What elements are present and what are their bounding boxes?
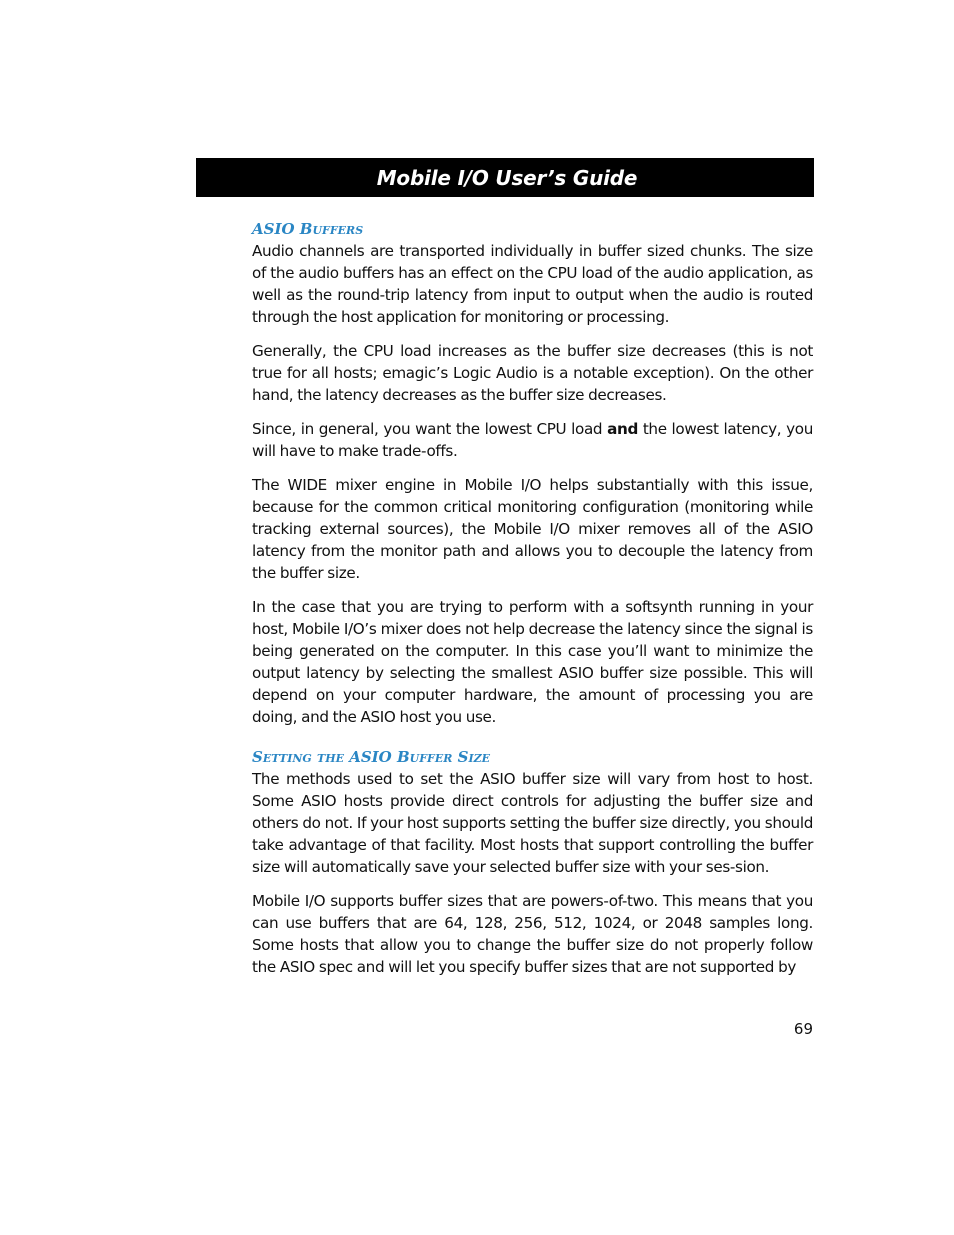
paragraph: Audio channels are transported individually in buffer sized chunks. The size of the audio buffers has an effect on the CPU load of the audio application, as well as the round-trip latency from input to output when the audio is routed through the host application for monitoring or processing. [252, 242, 813, 326]
page-content [252, 218, 813, 990]
paragraph: Mobile I/O supports buffer sizes that are powers-of-two. This means that you can use buffers that are 64, 128, 256, 512, 1024, or 2048 samples long. Some hosts that allow you to change the buffer size do not properly follow the ASIO spec and will let you specify buffer sizes that are not supported by [252, 892, 813, 976]
section-heading-asio-buffers: ASIO Buffers [252, 220, 364, 238]
section-heading-setting-buffer-size: Setting the ASIO Buffer Size [252, 748, 491, 766]
page-header-bar [196, 158, 814, 197]
paragraph-text: the lowest latency, you will have to make trade-offs. [252, 420, 813, 460]
paragraph-bold-text: and [607, 420, 638, 438]
page-header-title: Mobile I/O User’s Guide [376, 165, 638, 190]
paragraph: Generally, the CPU load increases as the buffer size decreases (this is not true for all hosts; emagic’s Logic Audio is a notable exception). On the other hand, the latency decreases as the buffer size decreases. [252, 342, 813, 404]
paragraph-text: Since, in general, you want the lowest CPU load [252, 420, 608, 438]
paragraph [252, 418, 813, 462]
paragraph: In the case that you are trying to perform with a softsynth running in your host, Mobile I/O’s mixer does not help decrease the latency since the signal is being generated on the computer. In this case you’ll want to minimize the output latency by selecting the smallest ASIO buffer size possible. This will depend on your computer hardware, the amount of processing you are doing, and the ASIO host you use. [252, 598, 813, 726]
paragraph: The WIDE mixer engine in Mobile I/O helps substantially with this issue, because for the common critical monitoring configuration (monitoring while tracking external sources), the Mobile I/O mixer removes all of the ASIO latency from the monitor path and allows you to decouple the latency from the buffer size. [252, 476, 813, 582]
page-number: 69 [793, 1020, 813, 1038]
paragraph: The methods used to set the ASIO buffer size will vary from host to host. Some ASIO hosts provide direct controls for adjusting the buffer size and others do not. If your host supports setting the buffer size directly, you should take advantage of that facility. Most hosts that support controlling the buffer size will automatically save your selected buffer size with your ses-sion. [252, 770, 813, 876]
